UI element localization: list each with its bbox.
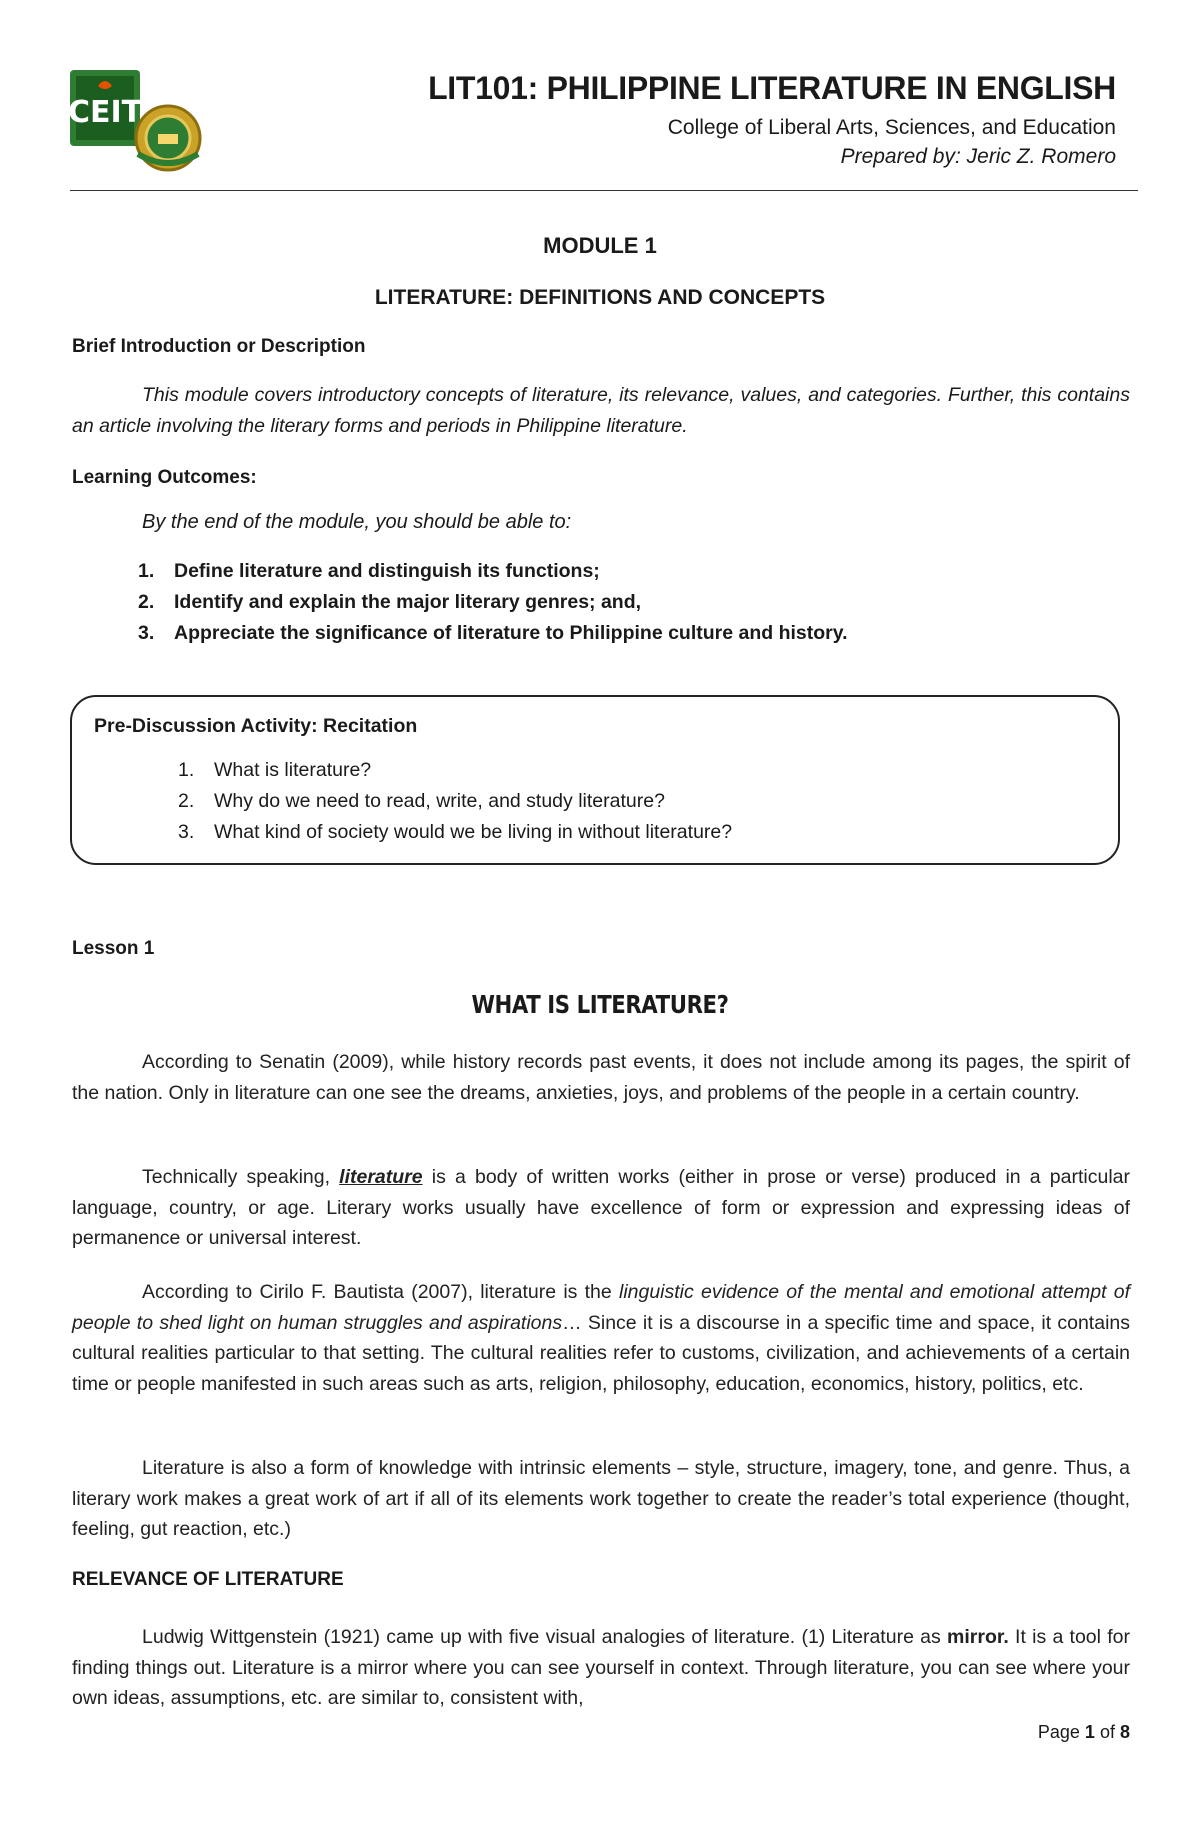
paragraph-1: According to Senatin (2009), while history records past events, it does not include among its pages, the spirit of the nation. Only in literature can one see the dreams, anxieties, joys, and problems of the people in a certain country. xyxy=(72,1051,1130,1104)
intro-label: Brief Introduction or Description xyxy=(72,336,366,357)
lesson-label: Lesson 1 xyxy=(72,938,155,959)
paragraph-text: is a body of written works (either in prose or verse) produced in a particular language, country, or age. Literary works usually have excellence of form or expression and expressing ideas of permanence or universal interest. xyxy=(72,1166,1130,1249)
paragraph-2 xyxy=(72,1162,1130,1254)
list-item xyxy=(138,587,848,618)
list-text: Identify and explain the major literary genres; and, xyxy=(174,591,642,613)
list-text: Appreciate the significance of literature to Philippine culture and history. xyxy=(174,622,848,644)
list-item xyxy=(178,786,732,817)
list-item xyxy=(138,618,848,649)
page-current: 1 xyxy=(1084,1722,1095,1742)
list-item xyxy=(178,755,732,786)
activity-box xyxy=(70,695,1120,865)
list-number: 3. xyxy=(138,622,155,644)
list-text: Define literature and distinguish its functions; xyxy=(174,560,600,582)
list-number: 2. xyxy=(138,591,155,613)
paragraph-text: Technically speaking, xyxy=(142,1166,340,1188)
list-text: What is literature? xyxy=(214,759,372,781)
outcomes-label: Learning Outcomes: xyxy=(72,467,257,488)
list-number: 2. xyxy=(178,790,195,812)
page-word: Page xyxy=(1037,1722,1080,1742)
outcomes-list xyxy=(138,556,848,649)
intro-text: This module covers introductory concepts of literature, its relevance, values, and categories. Further, this contains an article involving the literary forms and periods in Philippine literature. xyxy=(72,384,1130,437)
list-item xyxy=(178,817,732,848)
college-logo-icon xyxy=(68,66,210,174)
module-subtitle: LITERATURE: DEFINITIONS AND CONCEPTS xyxy=(374,286,826,309)
activity-list xyxy=(178,755,732,848)
of-word: of xyxy=(1099,1722,1115,1742)
page-number xyxy=(1038,1722,1130,1743)
list-item xyxy=(138,556,848,587)
college-name: College of Liberal Arts, Sciences, and Education xyxy=(667,116,1116,139)
list-number: 1. xyxy=(138,560,155,582)
logo-lettering: CEIT xyxy=(68,95,143,130)
paragraph-5 xyxy=(72,1622,1130,1714)
list-number: 1. xyxy=(178,759,195,781)
list-text: What kind of society would we be living in without literature? xyxy=(214,821,733,843)
activity-label: Pre-Discussion Activity: Recitation xyxy=(94,715,418,737)
paragraph-text: It is a tool for finding things out. Literature is a mirror where you can see yourself in context. Through literature, you can see where your own ideas, assumptions, etc. are similar to, consistent with, xyxy=(72,1626,1130,1709)
header-divider xyxy=(70,190,1138,191)
list-number: 3. xyxy=(178,821,195,843)
paragraph-text: Ludwig Wittgenstein (1921) came up with five visual analogies of literature. (1) Literature as xyxy=(142,1626,948,1648)
bautista-quote: linguistic evidence of the mental and emotional attempt of people to shed light on human struggles and aspirations xyxy=(72,1281,1130,1334)
lesson-title: WHAT IS LITERATURE? xyxy=(471,990,729,1019)
course-title: LIT101: PHILIPPINE LITERATURE IN ENGLISH xyxy=(428,70,1116,106)
term-literature: literature xyxy=(339,1166,423,1188)
relevance-label: RELEVANCE OF LITERATURE xyxy=(72,1569,344,1590)
paragraph-4: Literature is also a form of knowledge with intrinsic elements – style, structure, imagery, tone, and genre. Thus, a literary work makes a great work of art if all of its elements work together to create the reader’s total experience (thought, feeling, gut reaction, etc.) xyxy=(72,1457,1130,1540)
paragraph-3 xyxy=(72,1277,1130,1399)
module-number: MODULE 1 xyxy=(543,233,657,258)
page-total: 8 xyxy=(1119,1722,1130,1742)
list-text: Why do we need to read, write, and study literature? xyxy=(214,790,665,812)
term-mirror: mirror. xyxy=(947,1626,1009,1648)
prepared-by: Prepared by: Jeric Z. Romero xyxy=(840,145,1116,168)
college-logo xyxy=(68,66,210,174)
outcomes-intro: By the end of the module, you should be able to: xyxy=(142,511,572,533)
paragraph-text: … Since it is a discourse in a specific time and space, it contains cultural realities particular to that setting. The cultural realities refer to customs, civilization, and achievements of a certain time or people manifested in such areas such as arts, religion, philosophy, education, economics, history, politics, etc. xyxy=(72,1311,1130,1395)
paragraph-text: According to Cirilo F. Bautista (2007), literature is the xyxy=(142,1281,619,1303)
